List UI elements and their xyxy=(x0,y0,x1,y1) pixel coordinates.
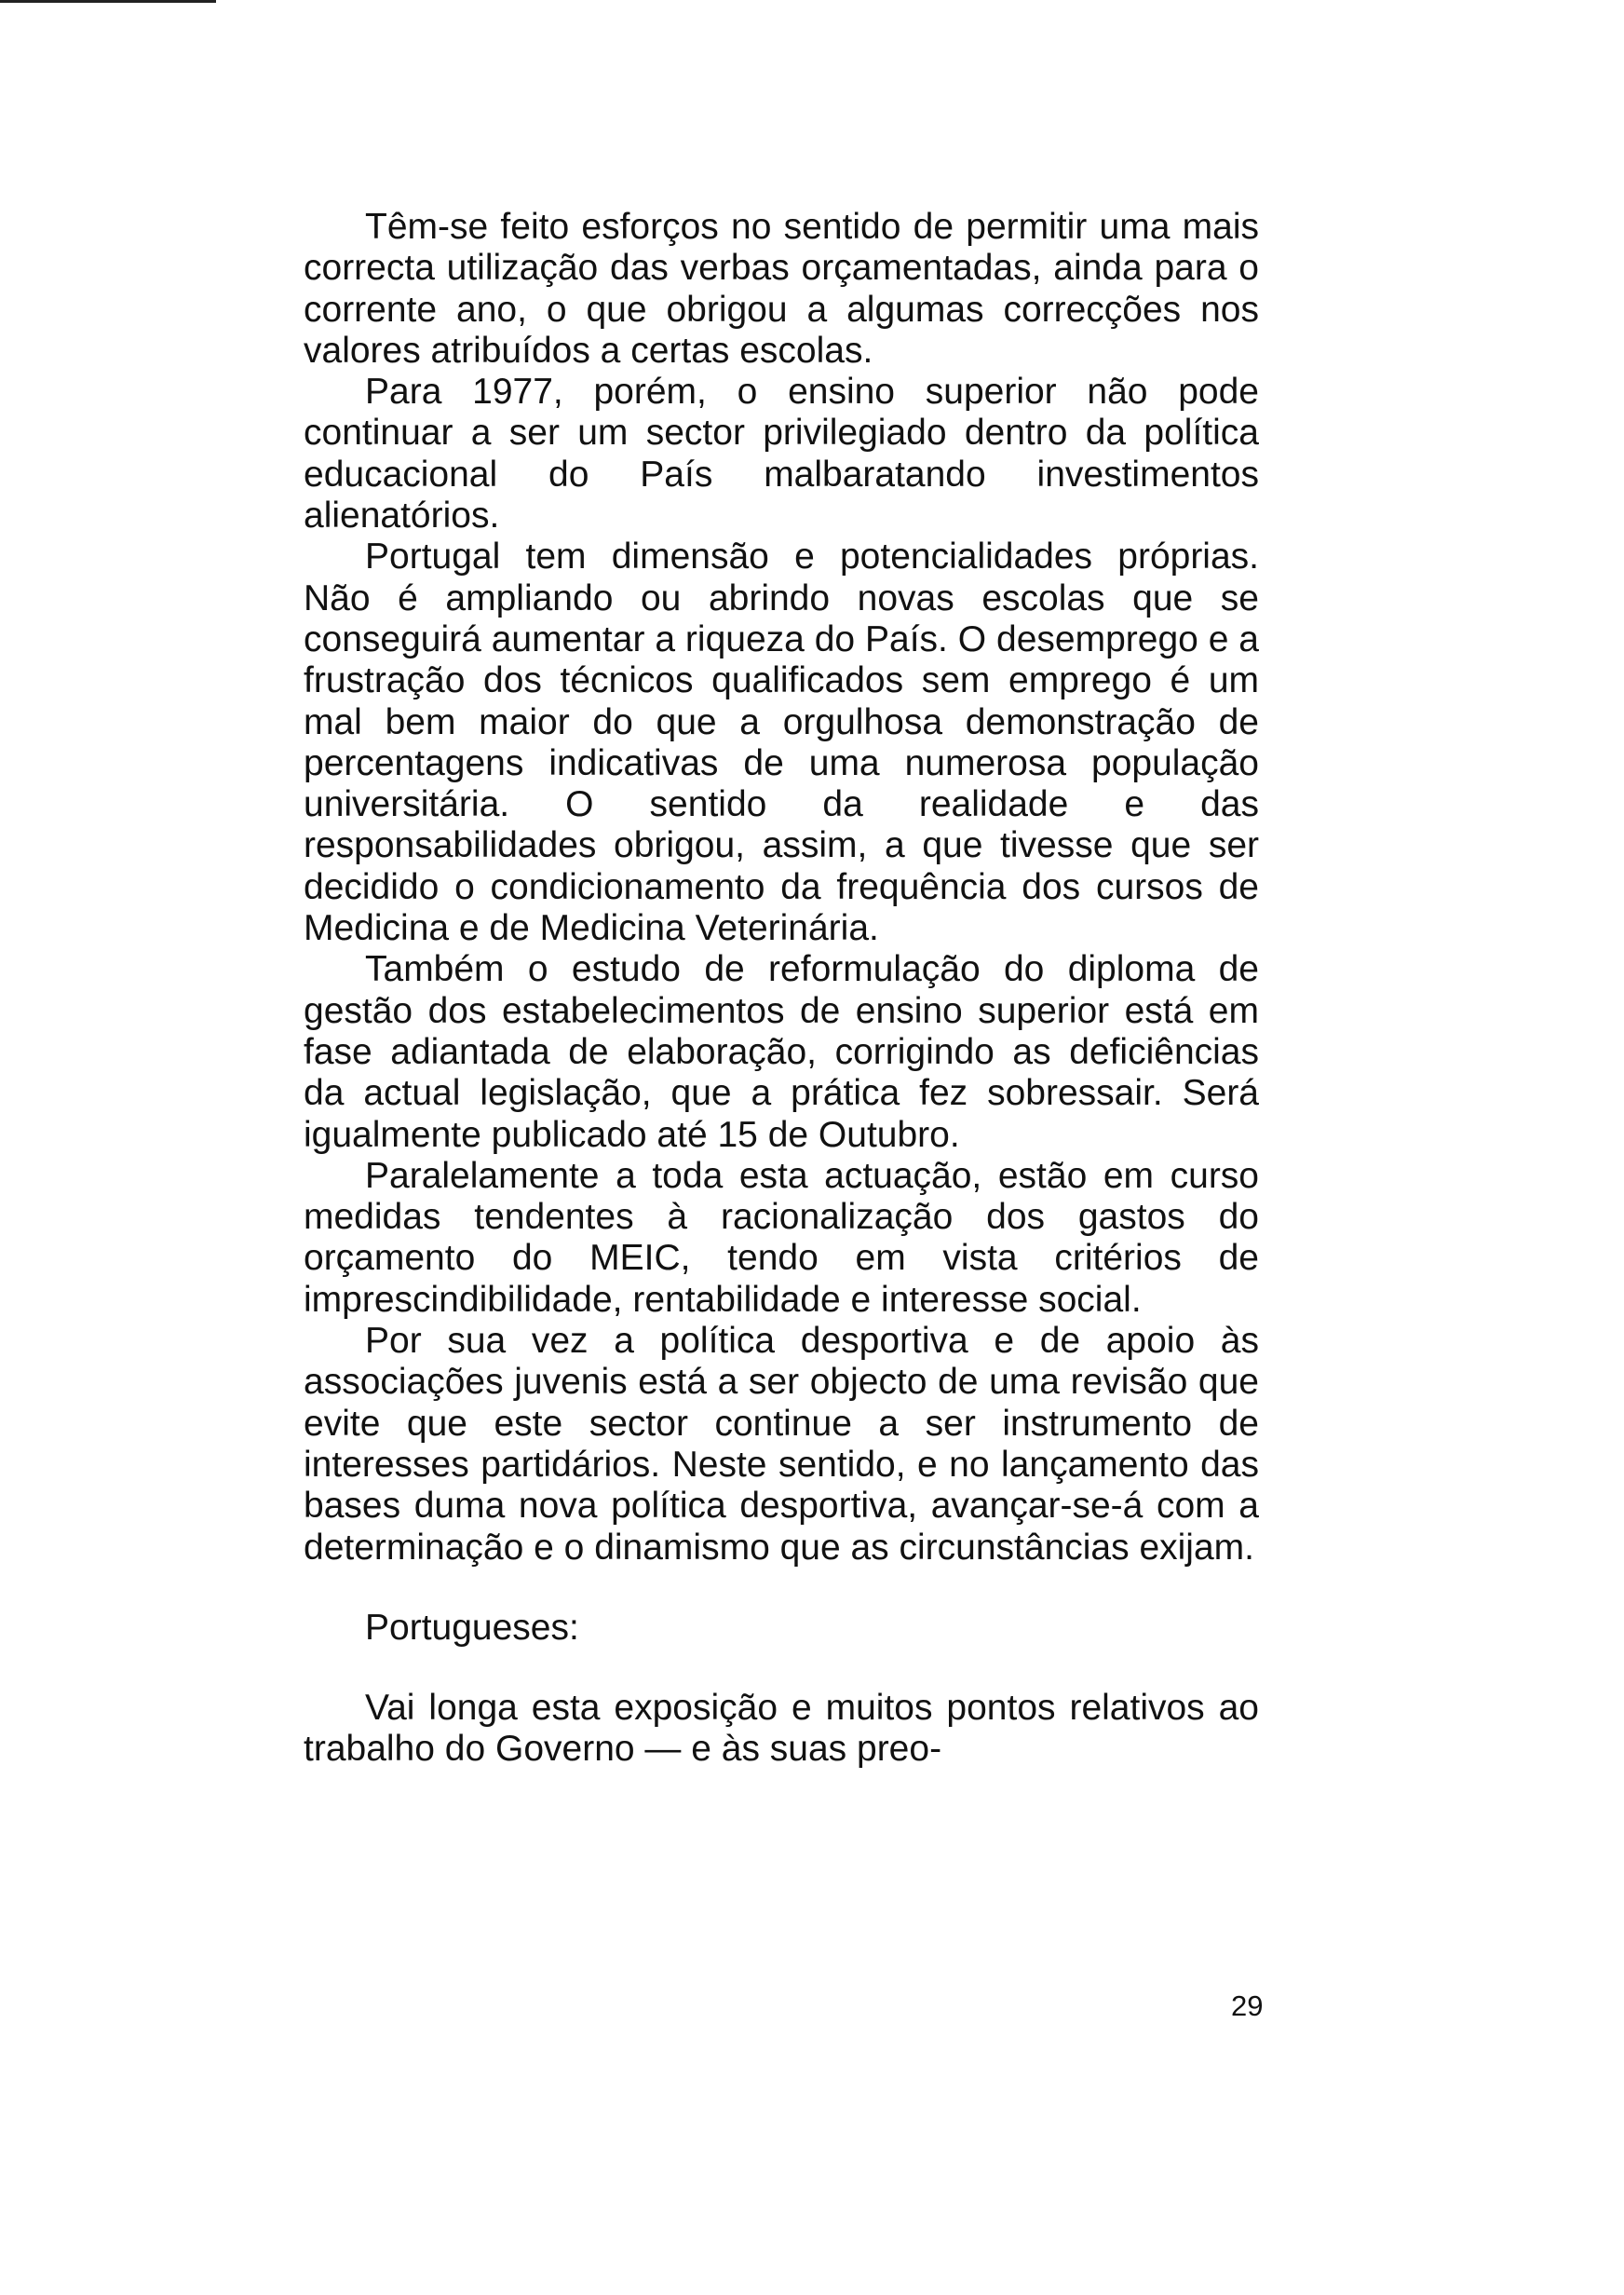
closing-paragraph: Vai longa esta exposição e muitos pontos relativos ao trabalho do Governo — e às suas preo- xyxy=(304,1688,1259,1770)
paragraph-6: Por sua vez a política desportiva e de apoio às associações juvenis está a ser objecto de uma revisão que evite que este sector continue a ser instrumento de interesses partidários. Neste sentido, e no lançamento das bases duma nova política desportiva, avançar-se-á com a determinação e o dinamismo que as circunstâncias exijam. xyxy=(304,1321,1259,1568)
paragraph-3: Portugal tem dimensão e potencialidades próprias. Não é ampliando ou abrindo novas escolas que se conseguirá aumentar a riqueza do País. O desemprego e a frustração dos técnicos qualificados sem emprego é um mal bem maior do que a orgulhosa demonstração de percentagens indicativas de uma numerosa população universitária. O sentido da realidade e das responsabilidades obrigou, assim, a que tivesse que ser decidido o condicionamento da frequência dos cursos de Medicina e de Medicina Veterinária. xyxy=(304,536,1259,949)
text-column xyxy=(304,207,1259,1771)
paragraph-1: Têm-se feito esforços no sentido de permitir uma mais correcta utilização das verbas orçamentadas, ainda para o corrente ano, o que obrigou a algumas correcções nos valores atribuídos a certas escolas. xyxy=(304,207,1259,371)
top-rule xyxy=(0,0,216,3)
page-number: 29 xyxy=(1231,1989,1264,2022)
section-heading: Portugueses: xyxy=(365,1607,579,1648)
paragraph-4: Também o estudo de reformulação do diploma de gestão dos estabelecimentos de ensino superior está em fase adiantada de elaboração, corrigindo as deficiências da actual legislação, que a prática fez sobressair. Será igualmente publicado até 15 de Outubro. xyxy=(304,949,1259,1155)
paragraph-5: Paralelamente a toda esta actuação, estão em curso medidas tendentes à racionalização dos gastos do orçamento do MEIC, tendo em vista critérios de imprescindibilidade, rentabilidade e interesse social. xyxy=(304,1155,1259,1320)
paragraph-2: Para 1977, porém, o ensino superior não pode continuar a ser um sector privilegiado dentro da política educacional do País malbaratando investimentos alienatórios. xyxy=(304,372,1259,536)
